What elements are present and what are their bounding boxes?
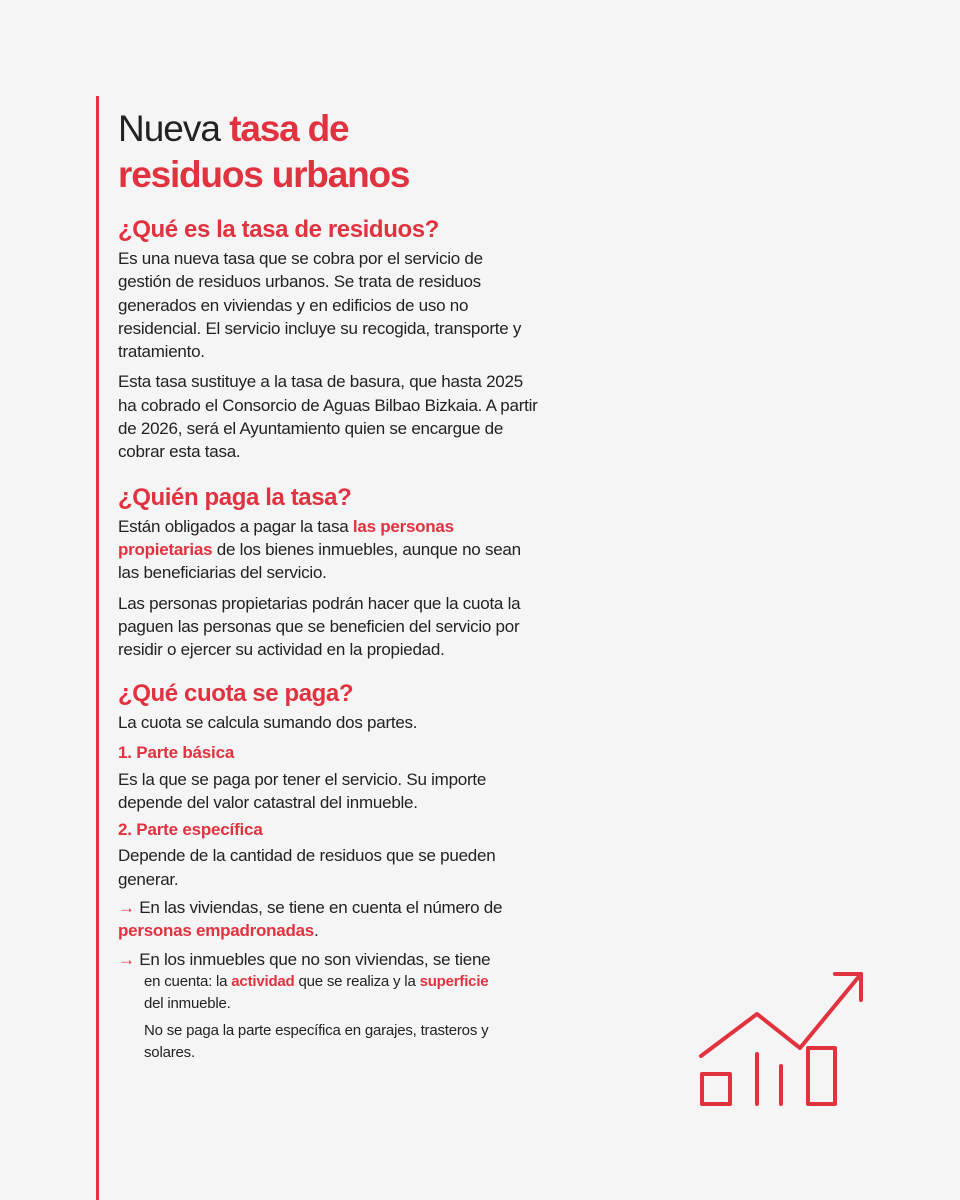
section-heading-who: ¿Quién paga la tasa?: [118, 483, 352, 511]
bullet-dwellings: → En las viviendas, se tiene en cuenta el número de personas empadronadas.: [118, 897, 503, 941]
main-content: [118, 106, 538, 1064]
who-paragraph-2: Las personas propietarias podrán hacer que la cuota la paguen las personas que se beneficien del servicio por residir o ejercer su actividad en la propiedad.: [118, 593, 521, 660]
specific-part-title: 2. Parte específica: [118, 820, 263, 840]
section-heading-fee: ¿Qué cuota se paga?: [118, 680, 354, 708]
basic-part-title: 1. Parte básica: [118, 742, 235, 762]
arrow-right-icon: →: [118, 897, 135, 917]
who-paragraph-1: Están obligados a pagar la tasa las personas propietarias de los bienes inmuebles, aunque no sean las beneficiarias del servicio.: [118, 516, 521, 583]
basic-part-text: Es la que se paga por tener el servicio. Su importe depende del valor catastral del inmueble.: [118, 769, 487, 813]
exemption-note: No se paga la parte específica en garajes, trasteros y solares.: [144, 1021, 489, 1061]
fee-intro: La cuota se calcula sumando dos partes.: [118, 713, 418, 733]
arrow-right-icon: →: [118, 949, 135, 969]
growth-chart-icon: [697, 966, 867, 1108]
bullet-non-dwellings: → En los inmuebles que no son viviendas, se tiene en cuenta: la actividad que se realiza y la superficie del inmueble. No se paga la parte específica en garajes, trasteros y solares.: [118, 948, 538, 1064]
what-paragraph-1: Es una nueva tasa que se cobra por el servicio de gestión de residuos urbanos. Se trata de residuos generados en viviendas y en edificios de uso no residencial. El servicio incluye su recogida, transporte y tratamiento.: [118, 249, 522, 362]
specific-part-text: Depende de la cantidad de residuos que se pueden generar.: [118, 846, 496, 889]
what-paragraph-2: Esta tasa sustituye a la tasa de basura, que hasta 2025 ha cobrado el Consorcio de Aguas Bilbao Bizkaia. A partir de 2026, será el Ayuntamiento quien se encargue de cobrar esta tasa.: [118, 372, 538, 462]
page-title: Nueva tasa de residuos urbanos: [118, 108, 410, 195]
accent-vertical-line: [96, 96, 99, 1200]
section-heading-what: ¿Qué es la tasa de residuos?: [118, 216, 439, 243]
